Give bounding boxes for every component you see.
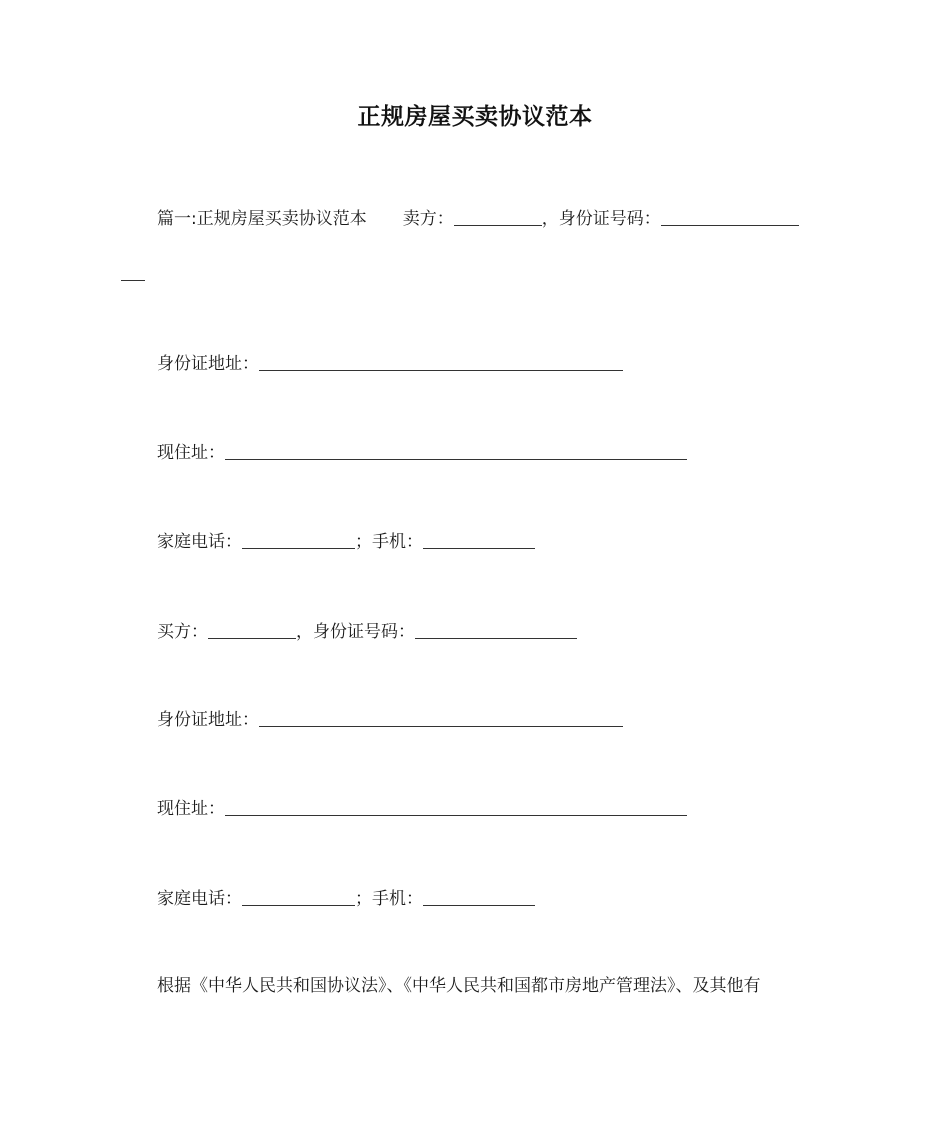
body-text: 根据《中华人民共和国协议法》、《中华人民共和国都市房地产管理法》、及其他有 [157, 976, 761, 996]
seller-label: 卖方： [402, 209, 454, 229]
seller-mobile-blank[interactable] [423, 530, 535, 549]
buyer-label: 买方： [157, 622, 208, 642]
buyer-id-address-blank[interactable] [259, 708, 623, 727]
seller-name-line [157, 205, 799, 231]
seller-home-phone-label: 家庭电话： [157, 532, 242, 552]
seller-current-address-line [157, 439, 687, 465]
buyer-home-phone-label: 家庭电话： [157, 889, 242, 909]
seller-phone-line [157, 528, 535, 554]
buyer-mobile-label: ；手机： [355, 889, 423, 909]
seller-id-number-blank[interactable] [661, 207, 799, 226]
seller-id-number-label: ，身份证号码： [541, 209, 661, 229]
seller-mobile-label: ；手机： [355, 532, 423, 552]
buyer-current-address-label: 现住址： [157, 799, 225, 819]
buyer-mobile-blank[interactable] [423, 887, 535, 906]
buyer-phone-line [157, 885, 535, 911]
buyer-id-number-blank[interactable] [415, 620, 577, 639]
seller-id-address-line [157, 350, 623, 376]
buyer-name-blank[interactable] [208, 620, 296, 639]
document-title: 正规房屋买卖协议范本 [357, 104, 593, 130]
seller-id-address-label: 身份证地址： [157, 354, 259, 374]
seller-name-blank[interactable] [454, 207, 542, 226]
buyer-current-address-blank[interactable] [225, 797, 687, 816]
seller-id-number-blank-continued[interactable] [121, 280, 145, 281]
buyer-name-line [157, 618, 577, 644]
seller-current-address-label: 现住址： [157, 443, 225, 463]
buyer-id-address-line [157, 706, 623, 732]
buyer-current-address-line [157, 795, 687, 821]
seller-current-address-blank[interactable] [225, 441, 687, 460]
buyer-id-number-label: ，身份证号码： [296, 622, 415, 642]
intro-heading: 篇一:正规房屋买卖协议范本 [157, 209, 367, 229]
seller-id-address-blank[interactable] [259, 352, 623, 371]
seller-home-phone-blank[interactable] [242, 530, 355, 549]
buyer-home-phone-blank[interactable] [242, 887, 355, 906]
body-paragraph [157, 974, 761, 998]
buyer-id-address-label: 身份证地址： [157, 710, 259, 730]
